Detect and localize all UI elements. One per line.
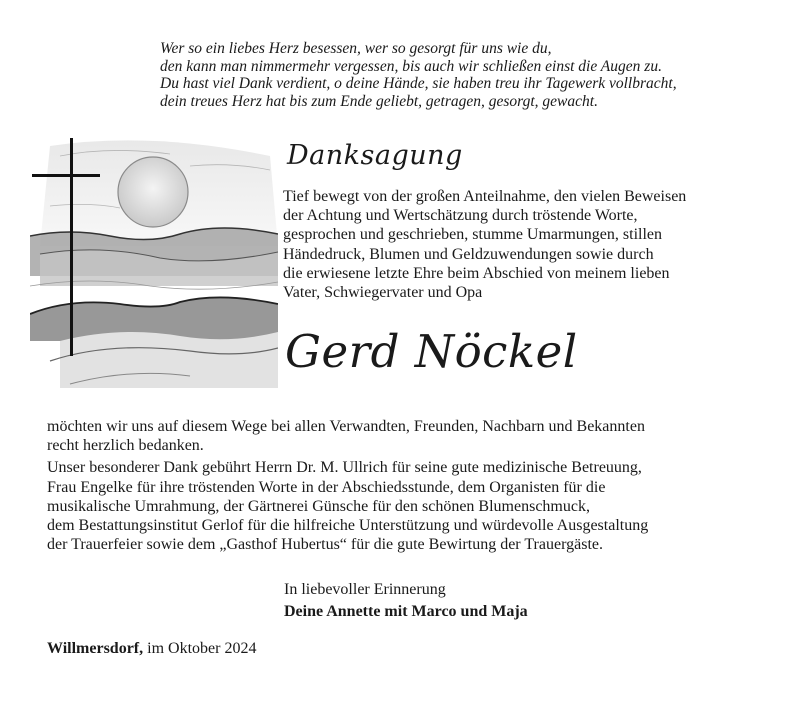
body-paragraph-2 — [47, 458, 767, 554]
body-line: der Trauerfeier sowie dem „Gasthof Hubertus“ für die gute Bewirtung der Trauergäste. — [47, 536, 603, 554]
intro-line: gesprochen und geschrieben, stumme Umarmungen, stillen — [283, 226, 663, 244]
intro-line: der Achtung und Wertschätzung durch tröstende Worte, — [283, 207, 638, 225]
sun-icon — [118, 157, 188, 227]
poem-verse — [160, 40, 780, 110]
poem-line: Du hast viel Dank verdient, o deine Hände, sie haben treu ihr Tagewerk vollbracht, — [160, 75, 677, 92]
heading-danksagung: Danksagung — [287, 140, 463, 171]
intro-line: Tief bewegt von der großen Anteilnahme, den vielen Beweisen — [283, 188, 687, 205]
body-line: Frau Engelke für ihre tröstenden Worte in der Abschiedsstunde, dem Organisten für die — [47, 478, 606, 496]
body-line: recht herzlich bedanken. — [47, 437, 204, 455]
body-line: möchten wir uns auf diesem Wege bei allen Verwandten, Freunden, Nachbarn und Bekannten — [47, 418, 645, 435]
deceased-name: Gerd Nöckel — [285, 325, 578, 378]
poem-line: Wer so ein liebes Herz besessen, wer so gesorgt für uns wie du, — [160, 40, 552, 57]
poem-line: den kann man nimmermehr vergessen, bis auch wir schließen einst die Augen zu. — [160, 57, 662, 75]
date: im Oktober 2024 — [147, 640, 257, 657]
intro-line: die erwiesene letzte Ehre beim Abschied von meinem lieben — [283, 264, 670, 282]
poem-line: dein treues Herz hat bis zum Ende geliebt, getragen, gesorgt, gewacht. — [160, 92, 598, 110]
thanks-body — [47, 417, 767, 554]
body-line: Unser besonderer Dank gebührt Herrn Dr. M. Ullrich für seine gute medizinische Betreuung, — [47, 459, 642, 477]
intro-text — [283, 187, 783, 302]
signature: Deine Annette mit Marco und Maja — [284, 603, 528, 620]
body-line: dem Bestattungsinstitut Gerlof für die hilfreiche Unterstützung und würdevolle Ausgestaltung — [47, 517, 649, 535]
intro-line: Vater, Schwiegervater und Opa — [283, 284, 483, 302]
landscape-drawing — [30, 136, 278, 388]
intro-line: Händedruck, Blumen und Geldzuwendungen sowie durch — [283, 245, 654, 263]
closing-phrase: In liebevoller Erinnerung — [284, 581, 446, 598]
place: Willmersdorf, — [47, 640, 144, 657]
body-line: musikalische Umrahmung, der Gärtnerei Günsche für den schönen Blumenschmuck, — [47, 497, 590, 515]
place-date — [47, 640, 256, 658]
landscape-illustration — [30, 136, 278, 388]
